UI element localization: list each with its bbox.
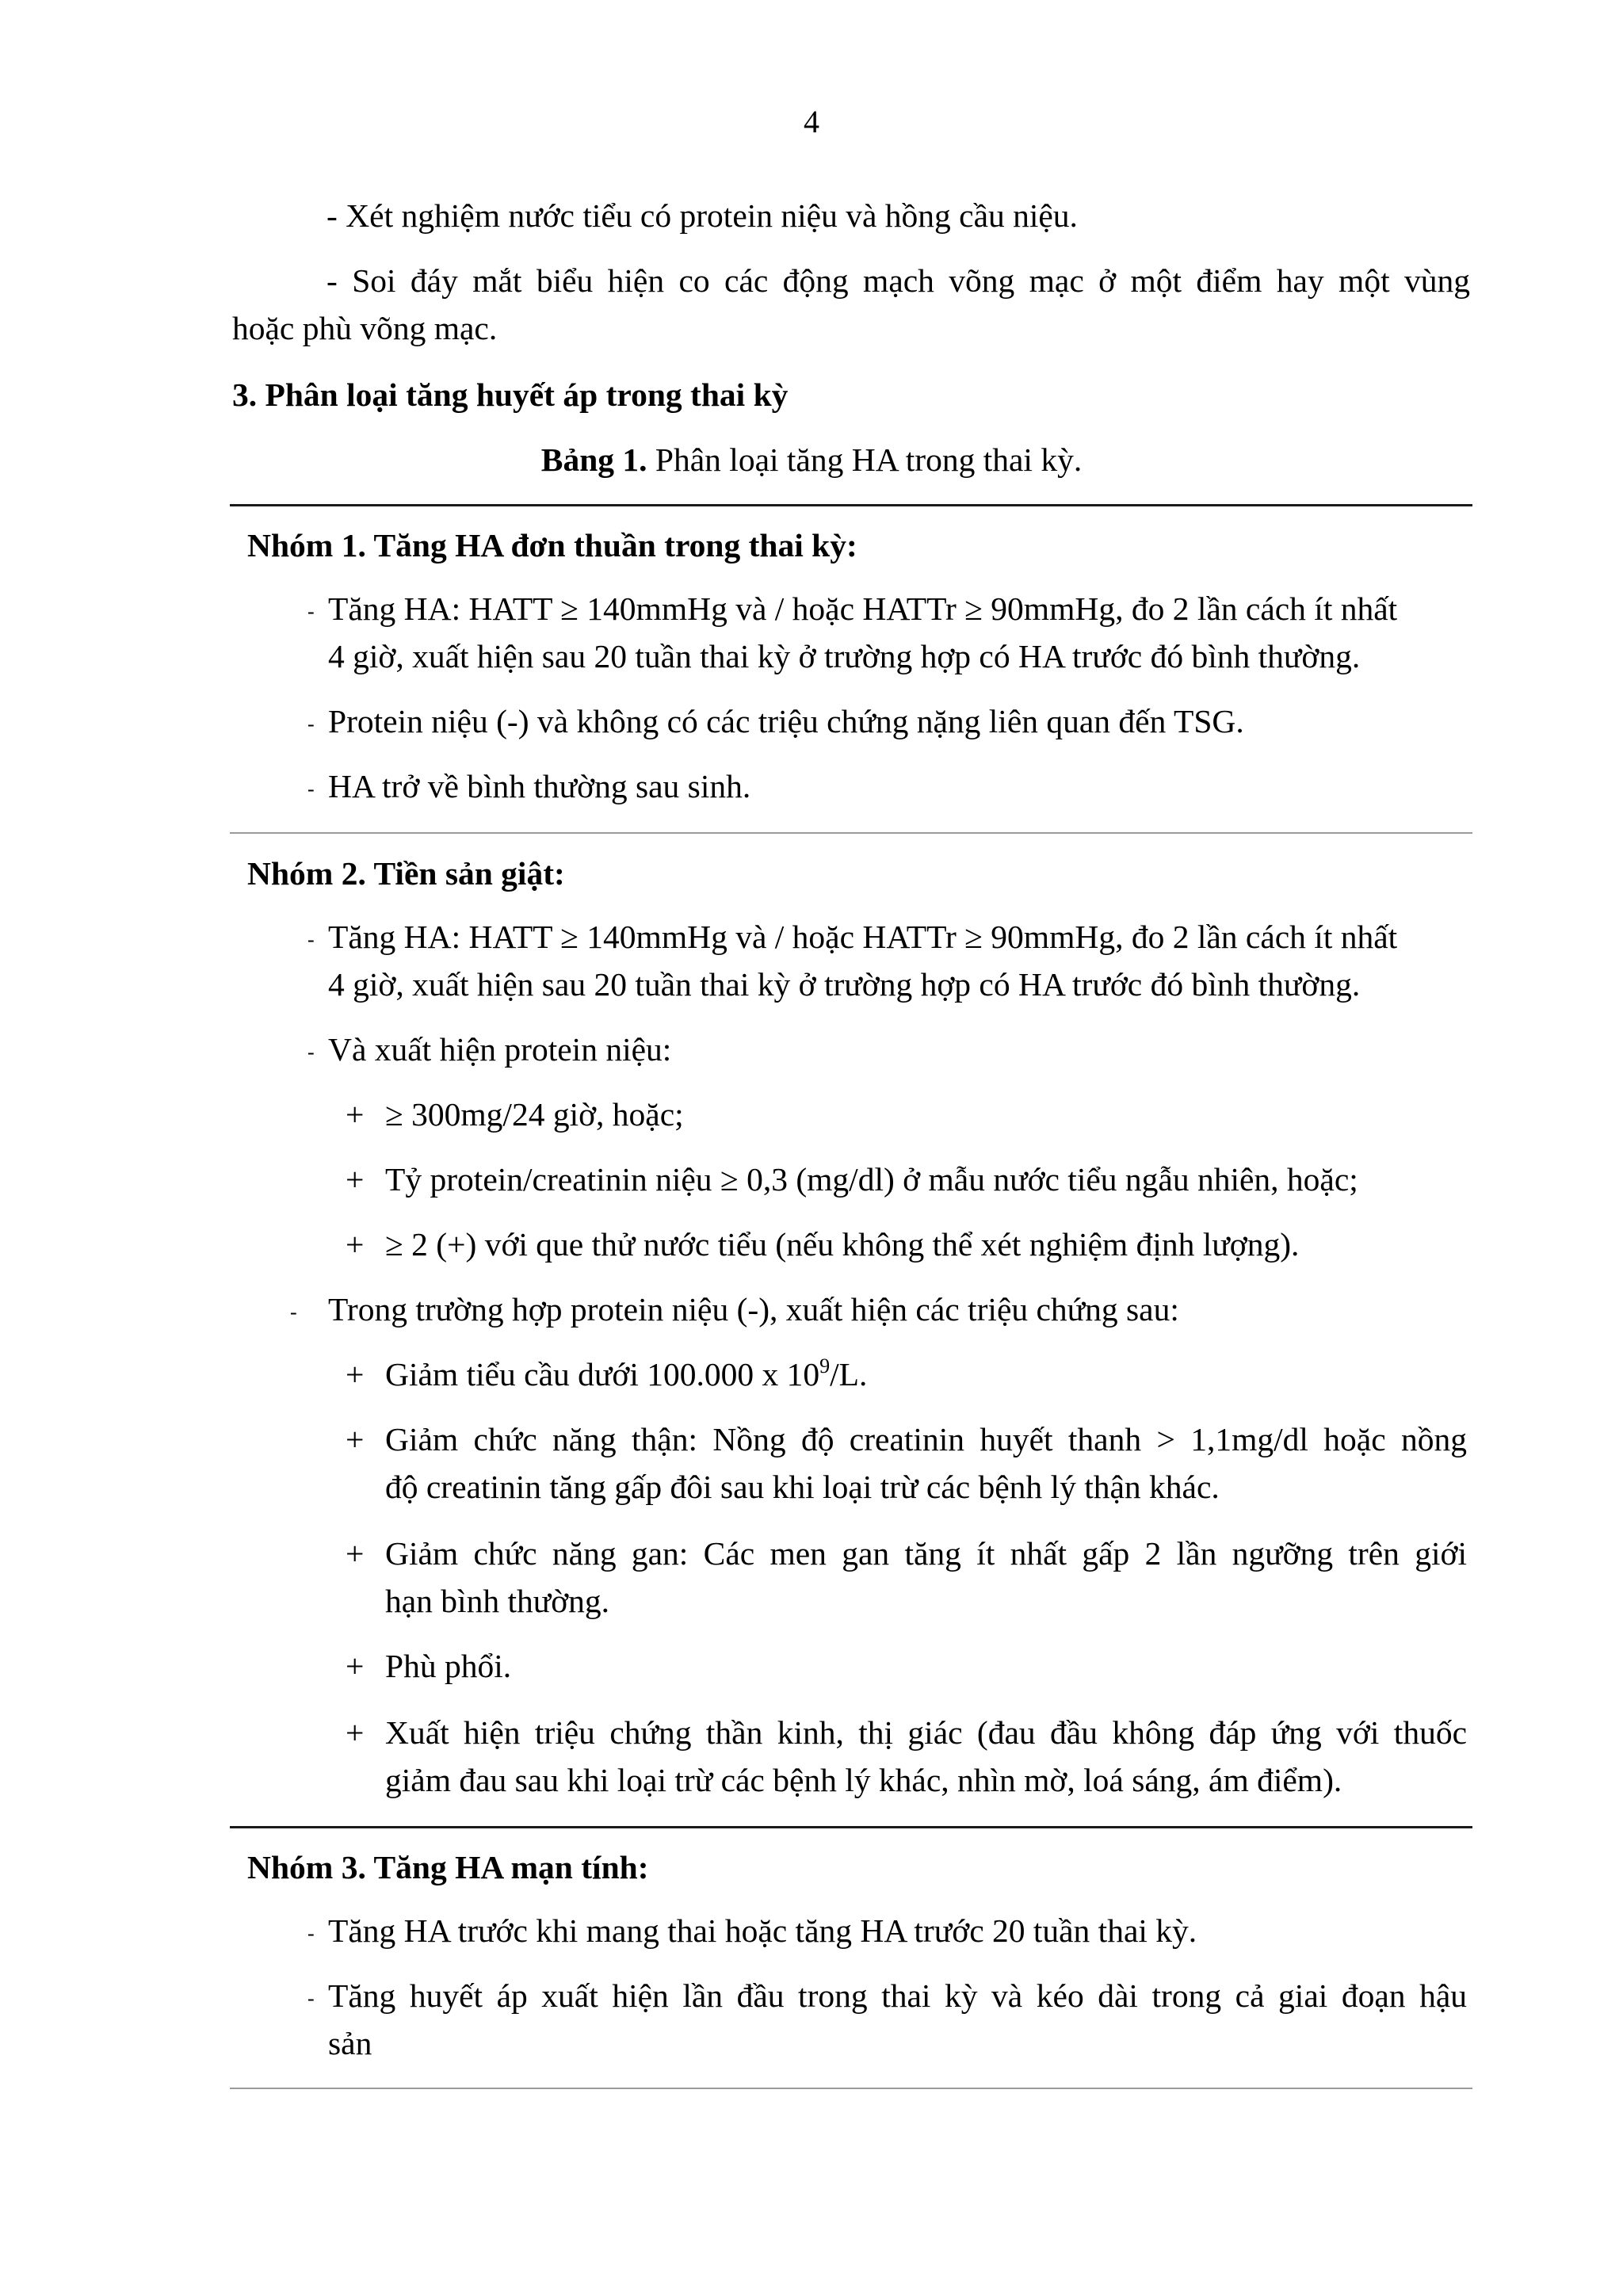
bullet-plus: +: [346, 1535, 365, 1572]
table-caption-text: Phân loại tăng HA trong thai kỳ.: [647, 441, 1083, 478]
group2-item3-sub5-line2: giảm đau sau khi loại trừ các bệnh lý khác, nhìn mờ, loá sáng, ám điểm).: [385, 1762, 1342, 1798]
bullet-dash: -: [307, 1987, 315, 2010]
group1-item3: HA trở về bình thường sau sinh.: [328, 768, 751, 804]
platelet-unit: /L.: [830, 1356, 868, 1392]
intro-line-fundus: - Soi đáy mắt biểu hiện co các động mạch võng mạc ở một điểm hay một vùng: [327, 262, 1470, 299]
group2-item3-sub2-line2: độ creatinin tăng gấp đôi sau khi loại trừ các bệnh lý thận khác.: [385, 1469, 1220, 1505]
group1-title: Nhóm 1. Tăng HA đơn thuần trong thai kỳ:: [247, 527, 857, 563]
bullet-plus: +: [346, 1356, 365, 1392]
section-heading: 3. Phân loại tăng huyết áp trong thai kỳ: [232, 376, 789, 413]
table-caption: [0, 437, 1623, 482]
platelet-text: Giảm tiểu cầu dưới 100.000 x 10: [385, 1356, 820, 1392]
group2-item3-sub3-line2: hạn bình thường.: [385, 1583, 610, 1619]
platelet-exponent: 9: [819, 1354, 831, 1377]
group3-item2-line2: sản: [328, 2025, 372, 2061]
bullet-plus: +: [346, 1161, 365, 1198]
bullet-dash: -: [307, 777, 315, 800]
group2-item2-sub3: ≥ 2 (+) với que thử nước tiểu (nếu không thể xét nghiệm định lượng).: [385, 1226, 1300, 1263]
bullet-dash: -: [307, 928, 315, 951]
group3-item2-line1: Tăng huyết áp xuất hiện lần đầu trong thai kỳ và kéo dài trong cả giai đoạn hậu: [328, 1977, 1467, 2014]
group2-item2-sub2: Tỷ protein/creatinin niệu ≥ 0,3 (mg/dl) ở mẫu nước tiểu ngẫu nhiên, hoặc;: [385, 1161, 1358, 1198]
table-caption-label: Bảng 1.: [540, 441, 647, 478]
bullet-plus: +: [346, 1421, 365, 1457]
group2-item3-sub2-line1: Giảm chức năng thận: Nồng độ creatinin huyết thanh > 1,1mg/dl hoặc nồng: [385, 1421, 1467, 1457]
bullet-dash: -: [307, 712, 315, 735]
page-number: 4: [804, 104, 819, 139]
group1-divider: [230, 832, 1472, 834]
group1-item1-line1: Tăng HA: HATT ≥ 140mmHg và / hoặc HATTr ≥ 90mmHg, đo 2 lần cách ít nhất: [328, 590, 1398, 627]
group2-item2: Và xuất hiện protein niệu:: [328, 1031, 672, 1068]
group2-item3-sub3-line1: Giảm chức năng gan: Các men gan tăng ít nhất gấp 2 lần ngưỡng trên giới: [385, 1535, 1467, 1572]
group1-item1-line2: 4 giờ, xuất hiện sau 20 tuần thai kỳ ở trường hợp có HA trước đó bình thường.: [328, 638, 1361, 674]
bullet-plus: +: [346, 1096, 365, 1133]
intro-line-fundus-cont: hoặc phù võng mạc.: [232, 310, 498, 346]
bullet-dash: -: [307, 1922, 315, 1945]
bullet-dash: -: [307, 1041, 315, 1064]
intro-line-urine-test: - Xét nghiệm nước tiểu có protein niệu và hồng cầu niệu.: [327, 197, 1078, 234]
bullet-dash: -: [290, 1301, 297, 1324]
bullet-dash: -: [307, 600, 315, 623]
table-top-rule: [230, 504, 1472, 506]
bullet-plus: +: [346, 1226, 365, 1263]
bullet-plus: +: [346, 1648, 365, 1684]
bullet-plus: +: [346, 1714, 365, 1751]
group3-item1: Tăng HA trước khi mang thai hoặc tăng HA trước 20 tuần thai kỳ.: [328, 1912, 1197, 1949]
table-bottom-rule: [230, 2088, 1472, 2089]
group2-item3: Trong trường hợp protein niệu (-), xuất hiện các triệu chứng sau:: [328, 1291, 1179, 1328]
group2-divider: [230, 1826, 1472, 1828]
group2-item3-sub5-line1: Xuất hiện triệu chứng thần kinh, thị giác (đau đầu không đáp ứng với thuốc: [385, 1714, 1467, 1751]
group1-item2: Protein niệu (-) và không có các triệu chứng nặng liên quan đến TSG.: [328, 703, 1244, 739]
group2-title: Nhóm 2. Tiền sản giật:: [247, 855, 565, 892]
group2-item1-line1: Tăng HA: HATT ≥ 140mmHg và / hoặc HATTr ≥ 90mmHg, đo 2 lần cách ít nhất: [328, 919, 1398, 955]
group2-item1-line2: 4 giờ, xuất hiện sau 20 tuần thai kỳ ở trường hợp có HA trước đó bình thường.: [328, 966, 1361, 1003]
group2-item3-sub1: [385, 1352, 867, 1396]
group2-item3-sub4: Phù phổi.: [385, 1648, 512, 1684]
group3-title: Nhóm 3. Tăng HA mạn tính:: [247, 1849, 649, 1885]
group2-item2-sub1: ≥ 300mg/24 giờ, hoặc;: [385, 1096, 684, 1133]
